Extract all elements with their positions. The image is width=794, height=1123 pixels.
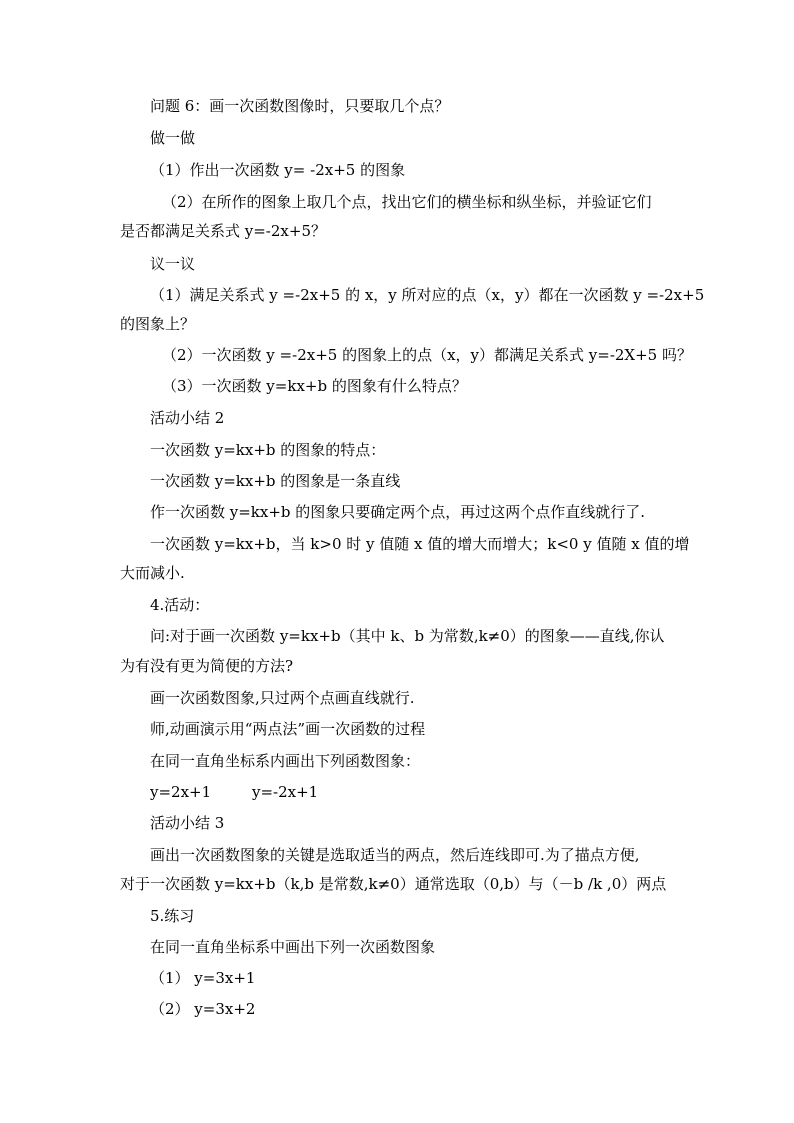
summary-3-line-1: 画出一次函数图象的关键是选取适当的两点，然后连线即可.为了描点方便, — [150, 846, 640, 864]
activity-demo: 师,动画演示用“两点法”画一次函数的过程 — [150, 720, 426, 738]
summary-3-heading: 活动小结 3 — [150, 814, 225, 832]
summary-2-line-3: 作一次函数 y=kx+b 的图象只要确定两个点，再过这两个点作直线就行了. — [150, 503, 646, 521]
summary-2-heading: 活动小结 2 — [150, 409, 225, 427]
summary-2-line-4: 一次函数 y=kx+b，当 k>0 时 y 值随 x 值的增大而增大；k<0 y 值随 x 值的增 — [150, 535, 690, 553]
heading-zuoyizuo: 做一做 — [150, 129, 196, 147]
practice-item-2: （2） y=3x+2 — [150, 1000, 256, 1018]
discuss-3: （3）一次函数 y=kx+b 的图象有什么特点？ — [162, 377, 467, 395]
summary-2-line-1: 一次函数 y=kx+b 的图象的特点： — [150, 441, 386, 459]
summary-3-line-1-cont: 对于一次函数 y=kx+b（k,b 是常数,k≠0）通常选取（0,b）与（－b /k ,0）两点 — [120, 875, 667, 893]
activity-question: 问:对于画一次函数 y=kx+b（其中 k、b 为常数,k≠0）的图象——直线,你认 — [150, 627, 665, 645]
task-2-cont: 是否都满足关系式 y=-2x+5？ — [120, 222, 326, 240]
activity-question-cont: 为有没有更为简便的方法? — [120, 657, 294, 675]
task-1: （1）作出一次函数 y= -2x+5 的图象 — [150, 161, 406, 179]
discuss-2: （2）一次函数 y =-2x+5 的图象上的点（x，y）都满足关系式 y=-2X+5 吗？ — [162, 346, 692, 364]
practice-item-1: （1） y=3x+1 — [150, 969, 256, 987]
discuss-1-cont: 的图象上？ — [120, 315, 196, 333]
activity-4-heading: 4.活动： — [150, 596, 210, 614]
heading-yiyiyi: 议一议 — [150, 255, 196, 273]
activity-task: 在同一直角坐标系内画出下列函数图象： — [150, 752, 421, 770]
discuss-1: （1）满足关系式 y =-2x+5 的 x，y 所对应的点（x，y）都在一次函数 y =-2x+5 — [150, 286, 705, 304]
practice-5-heading: 5.练习 — [150, 907, 195, 925]
summary-2-line-2: 一次函数 y=kx+b 的图象是一条直线 — [150, 472, 401, 490]
question-6: 问题 6：画一次函数图像时，只要取几个点？ — [150, 97, 450, 115]
function-b: y=-2x+1 — [252, 783, 319, 801]
task-2: （2）在所作的图象上取几个点，找出它们的横坐标和纵坐标，并验证它们 — [162, 193, 652, 211]
function-a: y=2x+1 — [150, 783, 212, 801]
activity-answer: 画一次函数图象,只过两个点画直线就行. — [150, 689, 415, 707]
summary-2-line-4-cont: 大而减小. — [120, 564, 185, 582]
practice-task: 在同一直角坐标系中画出下列一次函数图象 — [150, 938, 436, 956]
